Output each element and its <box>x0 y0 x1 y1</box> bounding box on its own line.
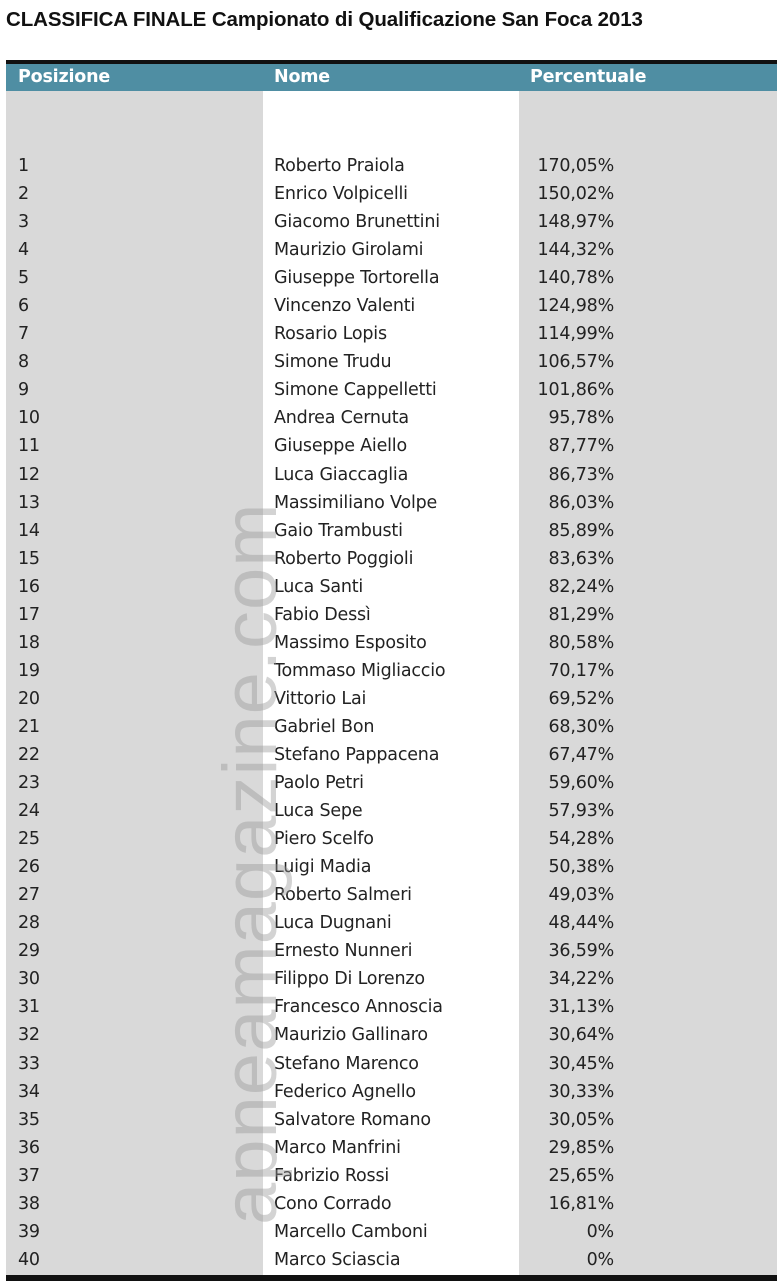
row-name: Filippo Di Lorenzo <box>274 969 425 990</box>
row-percentage: 54,28% <box>548 829 614 850</box>
row-position: 27 <box>18 885 40 906</box>
row-percentage: 34,22% <box>548 969 614 990</box>
row-percentage: 36,59% <box>548 941 614 962</box>
row-percentage: 114,99% <box>537 324 614 345</box>
row-percentage: 57,93% <box>548 801 614 822</box>
table-row <box>6 266 777 294</box>
row-position: 10 <box>18 408 40 429</box>
row-position: 37 <box>18 1165 40 1186</box>
row-position: 39 <box>18 1221 40 1242</box>
table-row <box>6 1108 777 1136</box>
ranking-table <box>6 60 777 1281</box>
row-name: Luca Giaccaglia <box>274 464 409 485</box>
row-percentage: 106,57% <box>537 352 614 373</box>
row-percentage: 30,33% <box>548 1081 614 1102</box>
table-row <box>6 743 777 771</box>
row-name: Vincenzo Valenti <box>274 296 416 317</box>
row-position: 11 <box>18 436 40 457</box>
row-name: Vittorio Lai <box>274 688 367 709</box>
row-name: Giuseppe Tortorella <box>274 268 440 289</box>
table-row <box>6 294 777 322</box>
table-row <box>6 827 777 855</box>
row-percentage: 148,97% <box>537 212 614 233</box>
row-name: Marco Sciascia <box>274 1249 401 1270</box>
table-row <box>6 1164 777 1192</box>
table-row <box>6 491 777 519</box>
row-position: 29 <box>18 941 40 962</box>
row-position: 20 <box>18 688 40 709</box>
row-name: Roberto Praiola <box>274 156 405 176</box>
table-row <box>6 911 777 939</box>
row-position: 25 <box>18 829 40 850</box>
row-percentage: 124,98% <box>537 296 614 317</box>
row-name: Cono Corrado <box>274 1193 392 1214</box>
row-position: 2 <box>18 184 29 205</box>
row-percentage: 83,63% <box>548 548 614 569</box>
row-position: 7 <box>18 324 29 345</box>
table-row <box>6 603 777 631</box>
table-row <box>6 1052 777 1080</box>
table-row <box>6 575 777 603</box>
row-percentage: 67,47% <box>548 744 614 765</box>
table-row <box>6 519 777 547</box>
row-name: Simone Cappelletti <box>274 380 437 401</box>
row-position: 31 <box>18 997 40 1018</box>
table-row <box>6 238 777 266</box>
row-position: 28 <box>18 913 40 934</box>
row-position: 14 <box>18 520 40 541</box>
table-row <box>6 378 777 406</box>
row-position: 32 <box>18 1025 40 1046</box>
row-position: 17 <box>18 604 40 625</box>
row-name: Federico Agnello <box>274 1081 416 1102</box>
table-row <box>6 771 777 799</box>
row-name: Simone Trudu <box>274 352 392 373</box>
row-percentage: 48,44% <box>548 913 614 934</box>
table-row <box>6 210 777 238</box>
row-name: Piero Scelfo <box>274 829 374 850</box>
row-name: Massimo Esposito <box>274 632 427 653</box>
table-row <box>6 883 777 911</box>
table-row <box>6 547 777 575</box>
row-percentage: 81,29% <box>548 604 614 625</box>
table-row <box>6 1220 777 1248</box>
row-position: 22 <box>18 744 40 765</box>
table-row <box>6 799 777 827</box>
table-row <box>6 1192 777 1220</box>
row-percentage: 70,17% <box>548 660 614 681</box>
table-header <box>6 64 777 91</box>
row-position: 1 <box>18 156 29 176</box>
row-position: 30 <box>18 969 40 990</box>
row-position: 36 <box>18 1137 40 1158</box>
table-row <box>6 322 777 350</box>
row-name: Salvatore Romano <box>274 1109 431 1130</box>
row-name: Gabriel Bon <box>274 716 375 737</box>
row-name: Roberto Poggioli <box>274 548 414 569</box>
row-percentage: 86,73% <box>548 464 614 485</box>
row-position: 35 <box>18 1109 40 1130</box>
table-row <box>6 1136 777 1164</box>
row-percentage: 29,85% <box>548 1137 614 1158</box>
table-row <box>6 154 777 182</box>
row-percentage: 144,32% <box>537 240 614 261</box>
row-name: Massimiliano Volpe <box>274 492 438 513</box>
table-row <box>6 631 777 659</box>
table-row <box>6 995 777 1023</box>
row-position: 34 <box>18 1081 40 1102</box>
row-percentage: 30,45% <box>548 1053 614 1074</box>
row-name: Francesco Annoscia <box>274 997 443 1018</box>
row-percentage: 30,64% <box>548 1025 614 1046</box>
row-name: Giuseppe Aiello <box>274 436 407 457</box>
row-name: Fabrizio Rossi <box>274 1165 390 1186</box>
row-percentage: 68,30% <box>548 716 614 737</box>
row-percentage: 85,89% <box>548 520 614 541</box>
row-percentage: 49,03% <box>548 885 614 906</box>
table-row <box>6 939 777 967</box>
table-row <box>6 855 777 883</box>
row-name: Paolo Petri <box>274 773 364 794</box>
row-name: Ernesto Nunneri <box>274 941 413 962</box>
row-percentage: 170,05% <box>537 156 614 176</box>
row-percentage: 0% <box>586 1249 614 1270</box>
table-row <box>6 967 777 995</box>
watermark: apneamagazine.com <box>208 502 293 1225</box>
row-name: Andrea Cernuta <box>274 408 409 429</box>
row-name: Roberto Salmeri <box>274 885 412 906</box>
row-position: 40 <box>18 1249 40 1270</box>
row-name: Fabio Dessì <box>274 604 371 625</box>
row-position: 13 <box>18 492 40 513</box>
row-position: 6 <box>18 296 29 317</box>
row-percentage: 0% <box>586 1221 614 1242</box>
row-position: 15 <box>18 548 40 569</box>
row-position: 5 <box>18 268 29 289</box>
table-row <box>6 350 777 378</box>
row-position: 9 <box>18 380 29 401</box>
row-position: 12 <box>18 464 40 485</box>
header-position: Posizione <box>18 67 110 87</box>
row-name: Luca Dugnani <box>274 913 392 934</box>
table-rows <box>6 154 777 1276</box>
page-title: CLASSIFICA FINALE Campionato di Qualificazione San Foca 2013 <box>6 8 643 31</box>
row-name: Marcello Camboni <box>274 1221 428 1242</box>
table-row <box>6 406 777 434</box>
row-percentage: 25,65% <box>548 1165 614 1186</box>
row-position: 19 <box>18 660 40 681</box>
row-position: 18 <box>18 632 40 653</box>
table-row <box>6 182 777 210</box>
row-position: 16 <box>18 576 40 597</box>
table-row <box>6 1248 777 1276</box>
row-position: 3 <box>18 212 29 233</box>
header-percentage: Percentuale <box>530 67 647 87</box>
row-percentage: 16,81% <box>548 1193 614 1214</box>
row-percentage: 31,13% <box>548 997 614 1018</box>
table-row <box>6 1023 777 1051</box>
table-row <box>6 1080 777 1108</box>
row-percentage: 95,78% <box>548 408 614 429</box>
row-name: Enrico Volpicelli <box>274 184 408 205</box>
row-percentage: 50,38% <box>548 857 614 878</box>
table-row <box>6 659 777 687</box>
table-row <box>6 463 777 491</box>
row-position: 4 <box>18 240 29 261</box>
row-name: Maurizio Gallinaro <box>274 1025 428 1046</box>
row-percentage: 80,58% <box>548 632 614 653</box>
row-position: 8 <box>18 352 29 373</box>
row-percentage: 87,77% <box>548 436 614 457</box>
header-name: Nome <box>274 67 330 87</box>
row-name: Giacomo Brunettini <box>274 212 440 233</box>
table-row <box>6 687 777 715</box>
row-name: Stefano Pappacena <box>274 744 440 765</box>
row-percentage: 140,78% <box>537 268 614 289</box>
bottom-rule <box>6 1275 777 1281</box>
row-name: Maurizio Girolami <box>274 240 424 261</box>
row-position: 33 <box>18 1053 40 1074</box>
row-name: Gaio Trambusti <box>274 520 403 541</box>
row-position: 26 <box>18 857 40 878</box>
row-name: Luigi Madia <box>274 857 372 878</box>
row-name: Luca Sepe <box>274 801 363 822</box>
row-percentage: 30,05% <box>548 1109 614 1130</box>
row-percentage: 59,60% <box>548 773 614 794</box>
table-row <box>6 434 777 462</box>
row-name: Marco Manfrini <box>274 1137 401 1158</box>
row-position: 23 <box>18 773 40 794</box>
row-position: 24 <box>18 801 40 822</box>
row-percentage: 150,02% <box>537 184 614 205</box>
row-percentage: 101,86% <box>537 380 614 401</box>
row-name: Tommaso Migliaccio <box>274 660 446 681</box>
row-percentage: 69,52% <box>548 688 614 709</box>
table-body <box>6 91 777 1275</box>
row-position: 21 <box>18 716 40 737</box>
row-percentage: 82,24% <box>548 576 614 597</box>
row-percentage: 86,03% <box>548 492 614 513</box>
table-row <box>6 715 777 743</box>
row-name: Luca Santi <box>274 576 364 597</box>
row-name: Stefano Marenco <box>274 1053 419 1074</box>
row-position: 38 <box>18 1193 40 1214</box>
row-name: Rosario Lopis <box>274 324 387 345</box>
